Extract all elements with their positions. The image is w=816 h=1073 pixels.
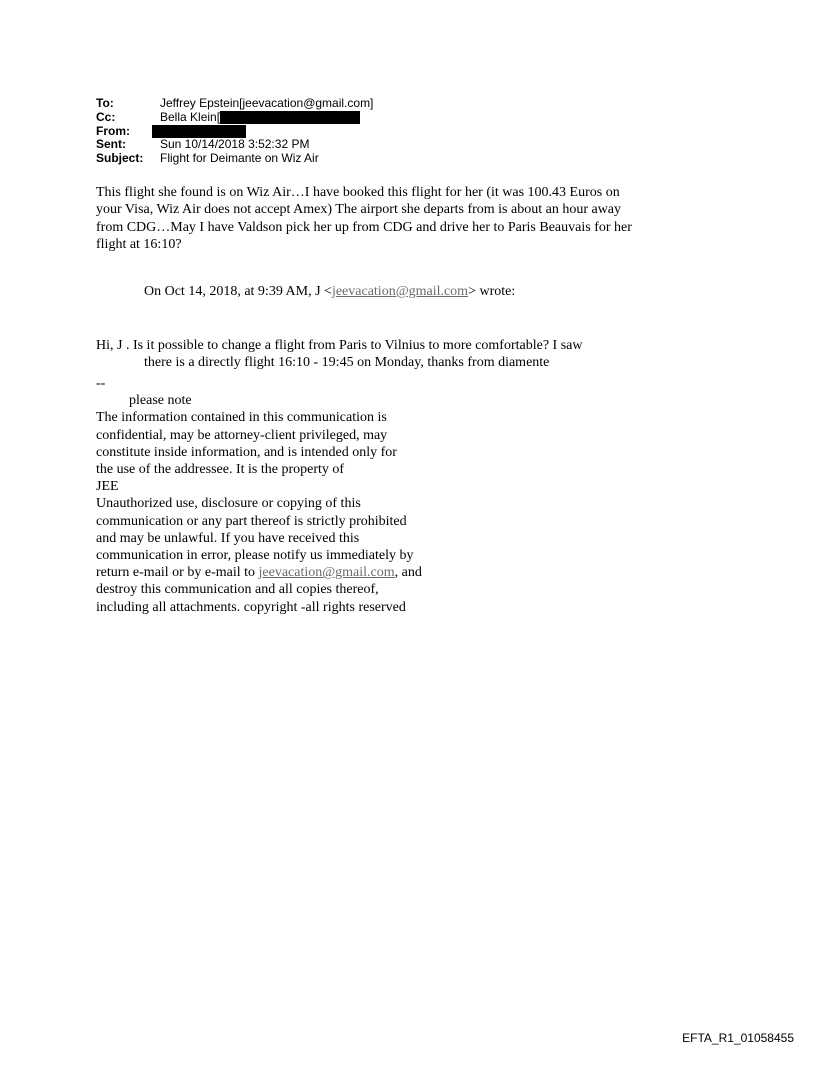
from-value-wrap bbox=[160, 125, 246, 139]
subject-label: Subject: bbox=[96, 151, 144, 166]
subject-row bbox=[96, 152, 373, 166]
disclaimer-line: communication in error, please notify us immediately by bbox=[96, 548, 414, 564]
disclaimer-line: confidential, may be attorney-client privileged, may bbox=[96, 427, 388, 443]
disclaimer-line: constitute inside information, and is intended only for bbox=[96, 444, 397, 460]
signature-dashes: -- bbox=[96, 376, 106, 391]
quote-suffix: > wrote: bbox=[468, 284, 516, 299]
signature-note: please note bbox=[129, 393, 192, 409]
sent-row bbox=[96, 138, 373, 152]
sent-value: Sun 10/14/2018 3:52:32 PM bbox=[160, 137, 310, 152]
disclaimer-line: Unauthorized use, disclosure or copying of this bbox=[96, 496, 361, 512]
document-id: EFTA_R1_01058455 bbox=[682, 1031, 794, 1045]
quoted-line: there is a directly flight 16:10 - 19:45 on Monday, thanks from diamente bbox=[144, 355, 550, 370]
signature-disclaimer bbox=[96, 375, 496, 616]
quoted-line: Hi, J . Is it possible to change a flight from Paris to Vilnius to more comfortable? I saw bbox=[96, 338, 583, 353]
cc-label: Cc: bbox=[96, 109, 116, 124]
from-label: From: bbox=[96, 123, 130, 138]
paragraph-line: flight at 16:10? bbox=[96, 237, 182, 253]
subject-value: Flight for Deimante on Wiz Air bbox=[160, 151, 319, 166]
quote-prefix: On Oct 14, 2018, at 9:39 AM, J < bbox=[144, 284, 332, 299]
from-row bbox=[96, 125, 373, 139]
return-prefix: return e-mail or by e-mail to bbox=[96, 565, 259, 581]
paragraph-line: from CDG…May I have Valdson pick her up from CDG and drive her to Paris Beauvais for her bbox=[96, 219, 632, 235]
return-email-link[interactable]: jeevacation@gmail.com bbox=[258, 565, 395, 581]
sent-label: Sent: bbox=[96, 137, 126, 152]
quote-attribution bbox=[144, 283, 515, 300]
paragraph-line: your Visa, Wiz Air does not accept Amex) The airport she departs from is about an hour away bbox=[96, 202, 622, 218]
disclaimer-line: and may be unlawful. If you have received this bbox=[96, 530, 360, 546]
message-paragraph bbox=[96, 184, 722, 254]
disclaimer-line: communication or any part thereof is strictly prohibited bbox=[96, 513, 407, 529]
disclaimer-line: The information contained in this communication is bbox=[96, 410, 387, 426]
cc-value-wrap bbox=[160, 111, 360, 125]
quoted-message bbox=[96, 337, 696, 371]
from-redaction bbox=[152, 125, 246, 138]
paragraph-line: This flight she found is on Wiz Air…I have booked this flight for her (it was 100.43 Euros on bbox=[96, 185, 620, 200]
quote-email-link[interactable]: jeevacation@gmail.com bbox=[331, 284, 469, 299]
disclaimer-line: the use of the addressee. It is the property of bbox=[96, 462, 345, 478]
to-row bbox=[96, 97, 373, 111]
to-label: To: bbox=[96, 96, 114, 110]
return-suffix: , and bbox=[394, 565, 422, 581]
cc-value: Bella Klein[ bbox=[160, 109, 221, 124]
disclaimer-line: destroy this communication and all copies thereof, bbox=[96, 582, 379, 598]
cc-redaction bbox=[220, 111, 360, 124]
disclaimer-line: JEE bbox=[96, 479, 119, 495]
disclaimer-return-line bbox=[96, 564, 496, 581]
to-value: Jeffrey Epstein[jeevacation@gmail.com] bbox=[160, 96, 374, 110]
email-header bbox=[96, 97, 373, 166]
disclaimer-line: including all attachments. copyright -all rights reserved bbox=[96, 599, 406, 615]
cc-row bbox=[96, 111, 373, 125]
